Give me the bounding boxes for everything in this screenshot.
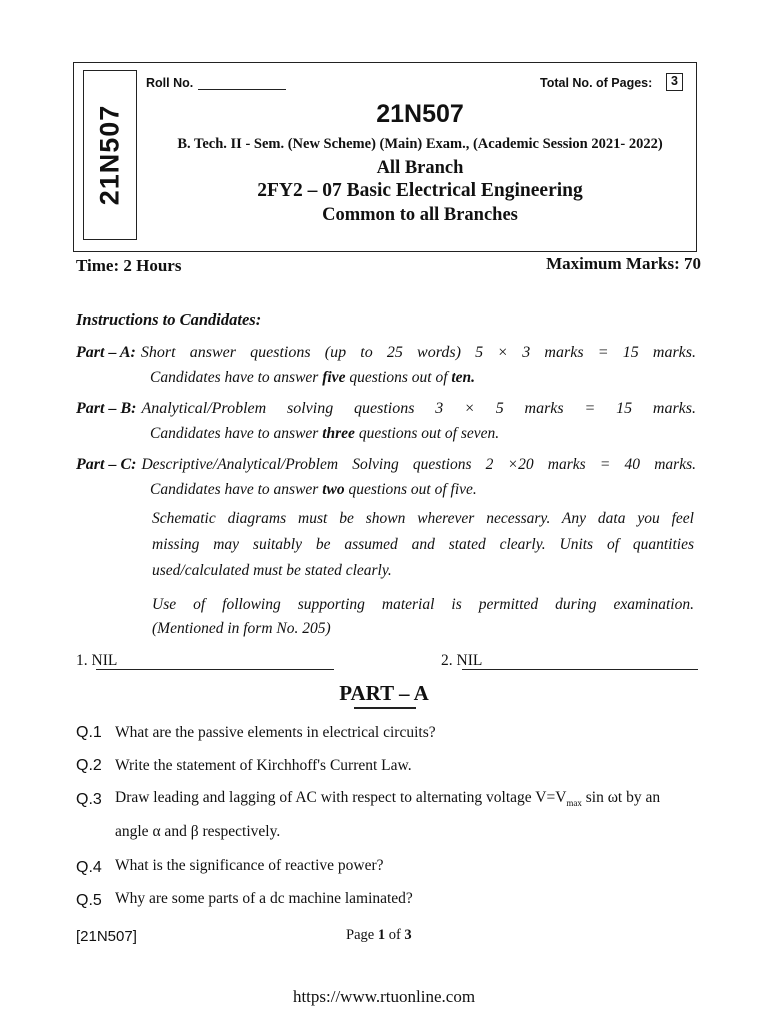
part-c-label: Part – C:: [76, 456, 137, 473]
common-note: Common to all Branches: [322, 205, 518, 225]
note-material-line2: (Mentioned in form No. 205): [152, 620, 331, 637]
question-number: Q.3: [76, 791, 102, 808]
note-diagrams-line3: used/calculated must be stated clearly.: [152, 562, 392, 579]
footer-paper-code: [21N507]: [76, 928, 137, 945]
roll-no-field-line: [198, 89, 286, 90]
part-a-label: Part – A:: [76, 344, 136, 361]
total-pages-value: 3: [666, 73, 683, 91]
instruction-part-b: [76, 400, 696, 418]
note-diagrams-line2: missing may suitably be assumed and stated clearly. Units of quantities: [152, 536, 694, 553]
question-text: What is the significance of reactive power?: [115, 857, 384, 874]
exam-title: B. Tech. II - Sem. (New Scheme) (Main) Exam., (Academic Session 2021- 2022): [177, 136, 663, 152]
part-b-line1: Analytical/Problem solving questions 3 × 5 marks = 15 marks.: [141, 400, 696, 417]
subject-title: 2FY2 – 07 Basic Electrical Engineering: [257, 180, 583, 201]
question-text: Why are some parts of a dc machine laminated?: [115, 890, 413, 907]
part-b-label: Part – B:: [76, 400, 137, 417]
question-number: Q.4: [76, 859, 102, 876]
question-number: Q.5: [76, 892, 102, 909]
note-material-line1: Use of following supporting material is permitted during examination.: [152, 596, 694, 613]
part-b-line2: Candidates have to answer three questions out of seven.: [150, 425, 500, 442]
note-diagrams-line1: Schematic diagrams must be shown wherever necessary. Any data you feel: [152, 510, 694, 527]
instructions-heading: Instructions to Candidates:: [76, 310, 262, 329]
part-a-line1: Short answer questions (up to 25 words) 5 × 3 marks = 15 marks.: [140, 344, 696, 361]
instruction-part-a: [76, 344, 696, 362]
exam-time: Time: 2 Hours: [76, 256, 182, 275]
question-text: Write the statement of Kirchhoff's Current Law.: [115, 757, 412, 774]
side-paper-code: 21N507: [94, 104, 125, 206]
question-number: Q.1: [76, 724, 102, 741]
question-text: Draw leading and lagging of AC with respect to alternating voltage $V=V_{max}$ sin ωt by an: [115, 789, 661, 809]
part-a-line2: Candidates have to answer five questions out of ten.: [150, 369, 476, 386]
material-1-line: [96, 669, 334, 670]
part-a-heading-underline: [354, 707, 416, 709]
maximum-marks: Maximum Marks: 70: [546, 254, 701, 273]
question-text: What are the passive elements in electrical circuits?: [115, 724, 436, 741]
roll-no-label: Roll No.: [146, 76, 194, 90]
branch-title: All Branch: [376, 158, 464, 178]
part-a-heading: PART – A: [339, 681, 429, 705]
material-1: 1. NIL: [76, 652, 118, 669]
footer-url: https://www.rtuonline.com: [292, 987, 476, 1006]
page-number: Page 1 of 3: [346, 927, 412, 943]
total-pages-label: Total No. of Pages:: [540, 76, 653, 90]
question-text-continued: angle α and β respectively.: [115, 823, 281, 840]
paper-code: 21N507: [376, 100, 464, 128]
material-2-line: [462, 669, 698, 670]
material-2: 2. NIL: [441, 652, 483, 669]
part-c-line2: Candidates have to answer two questions out of five.: [150, 481, 477, 498]
instruction-part-c: [76, 456, 696, 474]
question-number: Q.2: [76, 757, 102, 774]
part-c-line1: Descriptive/Analytical/Problem Solving questions 2 ×20 marks = 40 marks.: [141, 456, 696, 473]
